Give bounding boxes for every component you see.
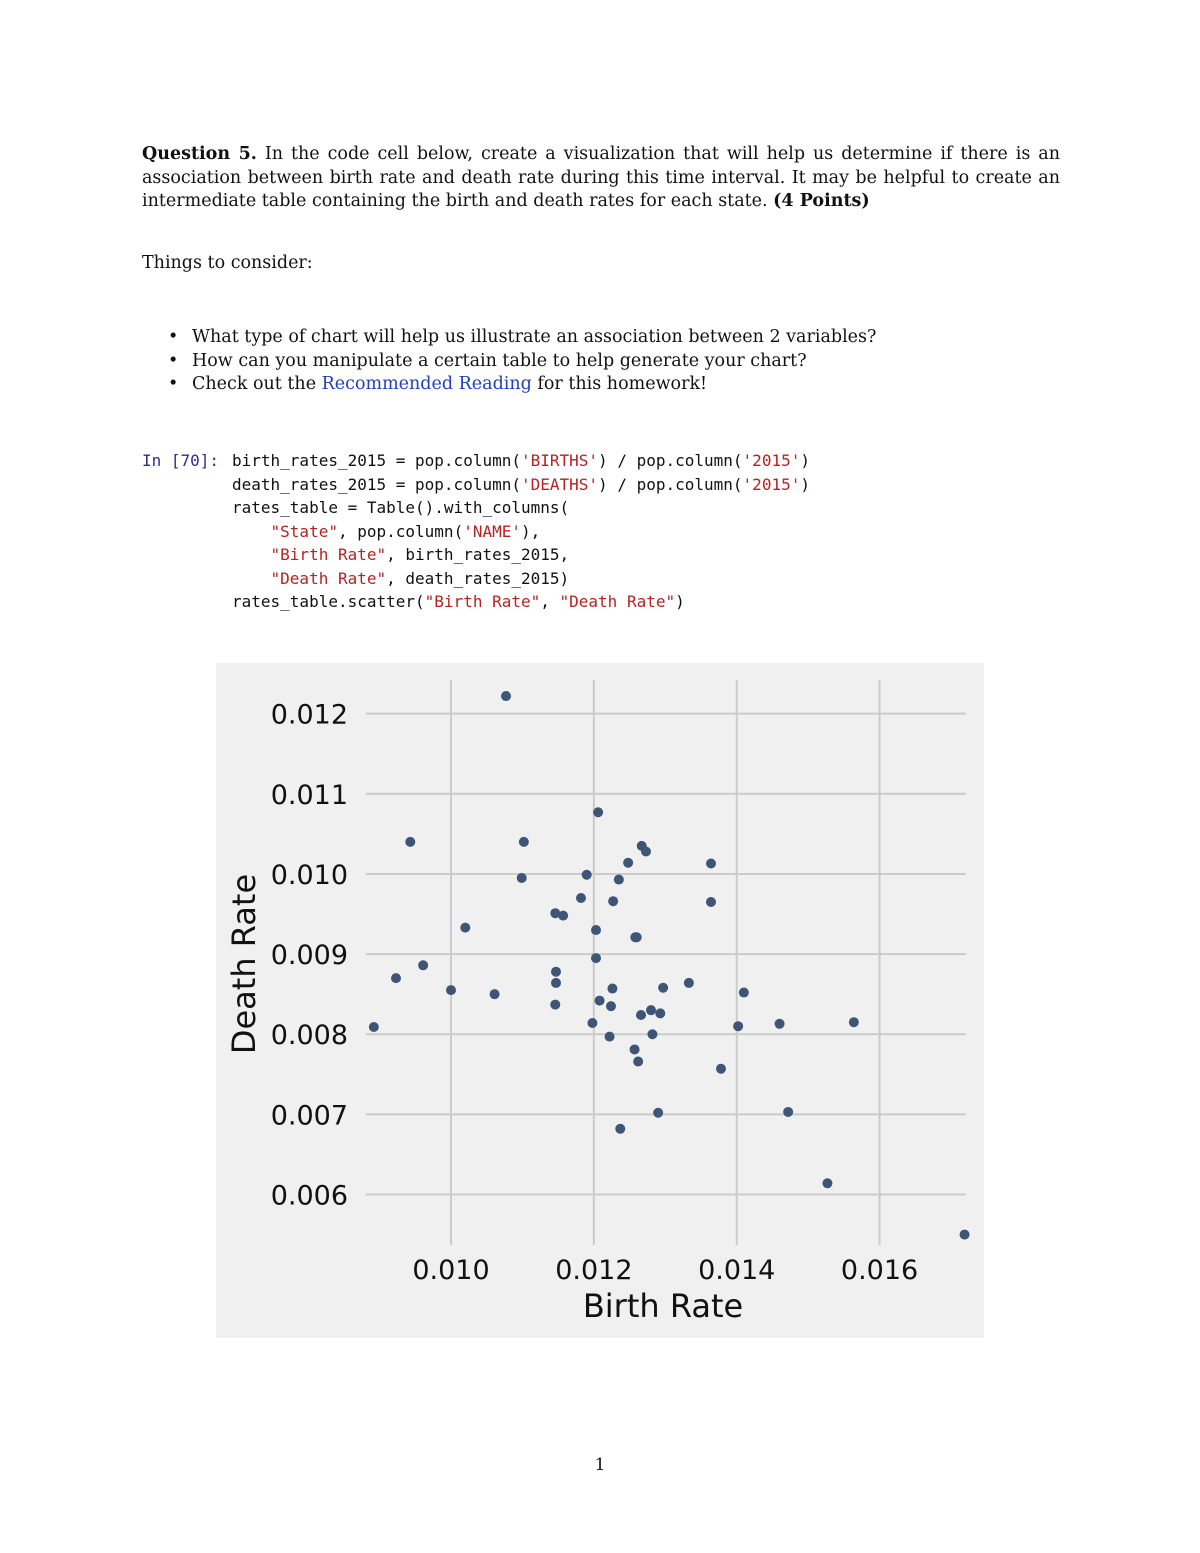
data-point (405, 837, 415, 847)
question-points: (4 Points) (773, 191, 870, 211)
code-token (232, 522, 271, 541)
code-token: , pop.column( (337, 521, 464, 541)
x-axis-label: Birth Rate (582, 1287, 744, 1325)
data-point (623, 858, 633, 868)
code-line (232, 543, 810, 567)
code-line (232, 520, 810, 544)
code-string: "Death Rate" (270, 568, 387, 588)
consider-list (168, 326, 876, 397)
data-point (582, 870, 592, 880)
code-token: , (540, 592, 560, 611)
recommended-reading-link[interactable]: Recommended Reading (321, 374, 532, 394)
data-point (593, 807, 603, 817)
code-token: , birth_rates_2015, (386, 545, 570, 564)
data-point (716, 1064, 726, 1074)
data-point (558, 911, 568, 921)
data-point (822, 1178, 832, 1188)
code-cell[interactable] (232, 449, 810, 614)
x-tick-label: 0.014 (698, 1255, 776, 1286)
things-to-consider: Things to consider: (142, 253, 313, 273)
y-axis-label: Death Rate (225, 873, 263, 1055)
code-token: ) / pop.column( (598, 451, 743, 470)
code-string: '2015' (742, 474, 801, 494)
code-string: "Death Rate" (559, 592, 676, 611)
code-token: ) / pop.column( (598, 474, 743, 494)
code-string: 'NAME' (463, 521, 521, 541)
code-token: death_rates_2015 = pop.column( (232, 474, 521, 494)
code-string: "Birth Rate" (270, 545, 387, 564)
data-point (446, 985, 456, 995)
code-token: rates_table.scatter( (232, 592, 425, 611)
code-line (232, 473, 810, 497)
x-tick-label: 0.016 (840, 1255, 919, 1286)
list-item (168, 326, 876, 350)
y-tick-label: 0.012 (270, 699, 348, 731)
data-point (615, 1124, 625, 1134)
y-tick-label: 0.011 (270, 779, 348, 811)
data-point (591, 925, 601, 935)
data-point (733, 1021, 743, 1031)
data-point (551, 967, 561, 977)
code-line (232, 590, 810, 614)
code-string: 'DEATHS' (520, 474, 599, 494)
bullet-text: What type of chart will help us illustrate an association between 2 variables? (192, 327, 877, 347)
data-point (501, 691, 511, 701)
data-point (551, 978, 561, 988)
data-point (550, 1000, 560, 1010)
data-point (517, 873, 527, 883)
bullet-text-pre: Check out the (192, 374, 322, 394)
data-point (684, 978, 694, 988)
data-point (655, 1008, 665, 1018)
data-point (783, 1107, 793, 1117)
data-point (519, 837, 529, 847)
data-point (636, 1010, 646, 1020)
code-token: ) (675, 592, 685, 611)
data-point (630, 1044, 640, 1054)
data-point (632, 932, 642, 942)
code-string: "Birth Rate" (424, 592, 541, 611)
page-number: 1 (594, 1455, 606, 1475)
data-point (960, 1230, 970, 1240)
data-point (587, 1018, 597, 1028)
data-point (849, 1017, 859, 1027)
bullet-icon: • (168, 327, 179, 347)
x-tick-label: 0.010 (412, 1255, 490, 1286)
x-tick-label: 0.012 (555, 1255, 633, 1286)
data-point (646, 1005, 656, 1015)
y-tick-label: 0.008 (270, 1020, 348, 1052)
data-point (605, 1032, 615, 1042)
data-point (460, 923, 470, 933)
data-point (391, 973, 401, 983)
code-token: ), (521, 521, 541, 541)
code-token: , death_rates_2015) (386, 568, 570, 588)
data-point (647, 1029, 657, 1039)
code-string: 'BIRTHS' (520, 451, 599, 470)
bullet-text-post: for this homework! (531, 374, 708, 394)
question-label: Question 5. (142, 144, 257, 164)
y-tick-label: 0.007 (270, 1100, 348, 1132)
question-text: In the code cell below, create a visualization that will help us determine if there is an association between birth rate and death rate during this time interval. It may be helpful to create an intermediate table containing the birth and death rates for each state. (142, 144, 1060, 211)
data-point (369, 1022, 379, 1032)
code-token: birth_rates_2015 = pop.column( (232, 451, 521, 470)
data-point (775, 1019, 785, 1029)
data-point (576, 893, 586, 903)
data-point (658, 983, 668, 993)
y-tick-label: 0.010 (270, 859, 348, 891)
code-string: '2015' (742, 451, 801, 470)
code-token: rates_table = Table().with_columns( (232, 498, 570, 517)
list-item (168, 350, 876, 374)
code-token: ) (800, 451, 810, 470)
data-point (607, 984, 617, 994)
bullet-icon: • (168, 350, 179, 371)
data-point (591, 953, 601, 963)
data-point (418, 960, 428, 970)
data-point (614, 875, 624, 885)
data-point (653, 1108, 663, 1118)
bullet-icon: • (168, 374, 179, 394)
code-line (232, 567, 810, 591)
code-string: "State" (270, 521, 338, 541)
scatter-chart (216, 663, 984, 1338)
y-tick-label: 0.009 (270, 940, 348, 972)
y-tick-label: 0.006 (270, 1180, 348, 1212)
code-line (232, 496, 810, 520)
data-point (606, 1001, 616, 1011)
list-item (168, 373, 876, 397)
code-token (232, 569, 271, 588)
data-point (706, 897, 716, 907)
question-paragraph (142, 143, 1060, 214)
bullet-text: How can you manipulate a certain table to help generate your chart? (192, 350, 807, 371)
data-point (641, 847, 651, 857)
code-token (232, 545, 271, 564)
data-point (490, 989, 500, 999)
data-point (739, 988, 749, 998)
data-point (595, 996, 605, 1006)
code-token: ) (800, 474, 810, 494)
cell-prompt: In [70]: (142, 451, 220, 470)
data-point (706, 859, 716, 869)
data-point (608, 896, 618, 906)
data-point (633, 1056, 643, 1066)
code-line (232, 449, 810, 473)
